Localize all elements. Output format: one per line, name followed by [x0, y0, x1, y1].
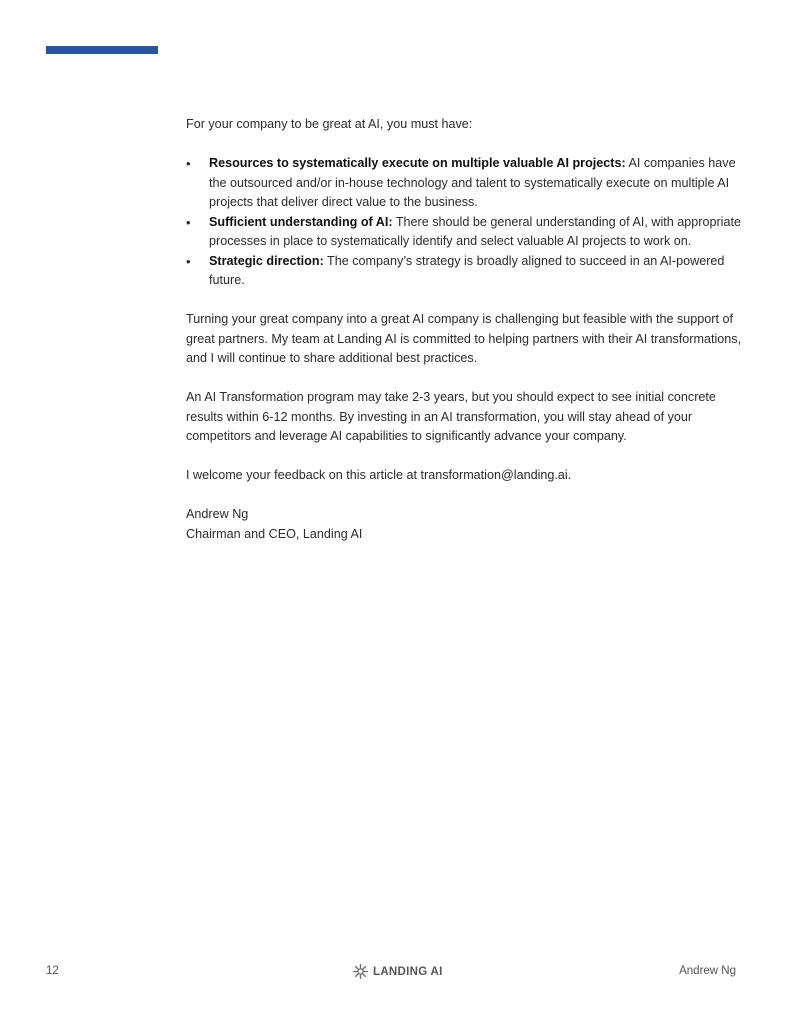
bullet-icon: • — [186, 156, 191, 171]
feedback-paragraph: I welcome your feedback on this article at transformation@landing.ai. — [186, 468, 572, 482]
signature-title: Chairman and CEO, Landing AI — [186, 526, 363, 541]
bullet-text: There should be general understanding of AI, with appropriate processes in place to systematically identify and select valuable AI projects to work on. — [209, 214, 741, 248]
landing-ai-logo — [352, 963, 443, 980]
list-item — [186, 252, 751, 291]
intro-paragraph: For your company to be great at AI, you must have: — [186, 117, 473, 131]
bullet-icon: • — [186, 214, 191, 230]
requirements-list — [186, 154, 751, 291]
footer-author: Andrew Ng — [679, 965, 736, 977]
page-number: 12 — [46, 965, 59, 977]
bullet-term: Resources to systematically execute on multiple valuable AI projects: — [209, 156, 626, 170]
header-accent-bar — [46, 46, 158, 54]
landing-ai-logo-icon — [352, 963, 369, 980]
bullet-text: AI companies have the outsourced and/or in-house technology and talent to systematically execute on multiple AI projects that deliver direct value to the business. — [209, 156, 736, 209]
bullet-text: The company’s strategy is broadly aligned to succeed in an AI-powered future. — [209, 253, 725, 287]
list-item — [186, 213, 751, 252]
page-footer — [0, 963, 791, 983]
body-paragraph: Turning your great company into a great AI company is challenging but feasible with the support of great partners. My team at Landing AI is committed to helping partners with their AI transformations, and I will continue to share additional best practices. — [186, 312, 742, 365]
logo-wordmark: LANDING AI — [373, 965, 443, 978]
signature-block — [186, 505, 751, 544]
bullet-term: Sufficient understanding of AI: — [209, 214, 393, 229]
bullet-term: Strategic direction: — [209, 253, 324, 268]
article-body — [186, 115, 751, 544]
signature-name: Andrew Ng — [186, 507, 249, 521]
body-paragraph: An AI Transformation program may take 2-3 years, but you should expect to see initial concrete results within 6-12 months. By investing in an AI transformation, you will stay ahead of your competitors and leverage AI capabilities to significantly advance your company. — [186, 390, 716, 443]
list-item — [186, 154, 751, 213]
bullet-icon: • — [186, 253, 191, 269]
